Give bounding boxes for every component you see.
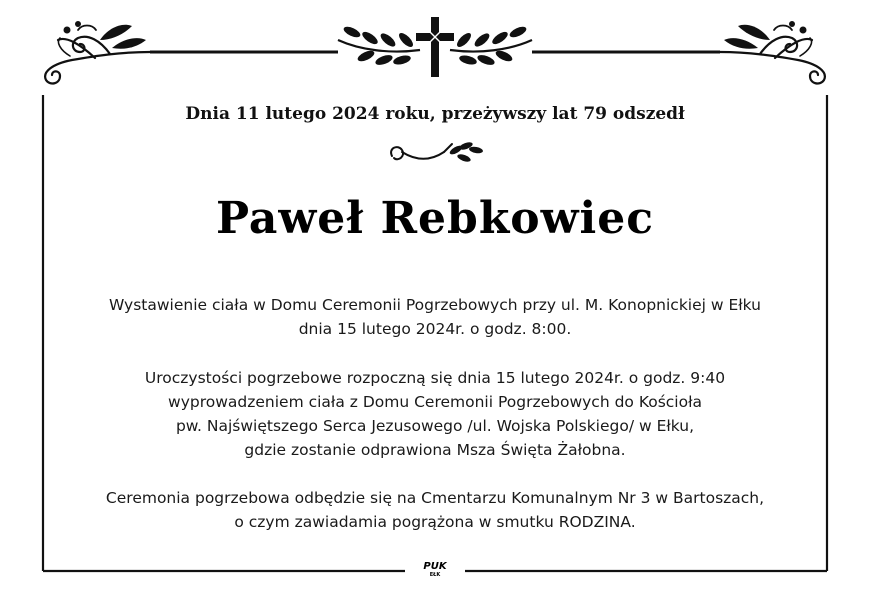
ceremony-line: wyprowadzeniem ciała z Domu Ceremonii Pogrzebowych do Kościoła — [168, 393, 702, 411]
cross-icon — [416, 17, 454, 77]
burial-line: Ceremonia pogrzebowa odbędzie się na Cmentarzu Komunalnym Nr 3 w Bartoszach, — [105, 489, 765, 507]
ceremony-paragraph — [40, 366, 830, 462]
ceremony-line: Uroczystości pogrzebowe rozpoczną się dnia 15 lutego 2024r. o godz. 9:40 — [144, 369, 726, 387]
viewing-paragraph — [40, 293, 830, 341]
burial-paragraph — [40, 486, 830, 534]
burial-line: o czym zawiadamia pogrążona w smutku RODZINA. — [234, 513, 636, 531]
viewing-line: dnia 15 lutego 2024r. o godz. 8:00. — [298, 320, 572, 338]
corner-flourish-right-icon — [720, 21, 825, 83]
laurel-branch-right-icon — [450, 25, 532, 67]
viewing-line: Wystawienie ciała w Domu Ceremonii Pogrzebowych przy ul. M. Konopnickiej w Ełku — [108, 296, 761, 314]
footer-logo — [411, 562, 459, 578]
corner-flourish-left-icon — [45, 21, 150, 83]
deceased-name: Paweł Rebkowiec — [215, 193, 655, 244]
ceremony-line: pw. Najświętszego Serca Jezusowego /ul. Wojska Polskiego/ w Ełku, — [175, 417, 695, 435]
intro-line: Dnia 11 lutego 2024 roku, przeżywszy lat 79 odszedł — [185, 104, 685, 124]
laurel-branch-left-icon — [338, 25, 420, 67]
footer-logo-sub: EŁK — [429, 572, 441, 578]
footer-logo-main: PUK — [423, 561, 447, 572]
divider-flourish-icon — [391, 141, 483, 163]
ceremony-line: gdzie zostanie odprawiona Msza Święta Żałobna. — [244, 441, 626, 459]
